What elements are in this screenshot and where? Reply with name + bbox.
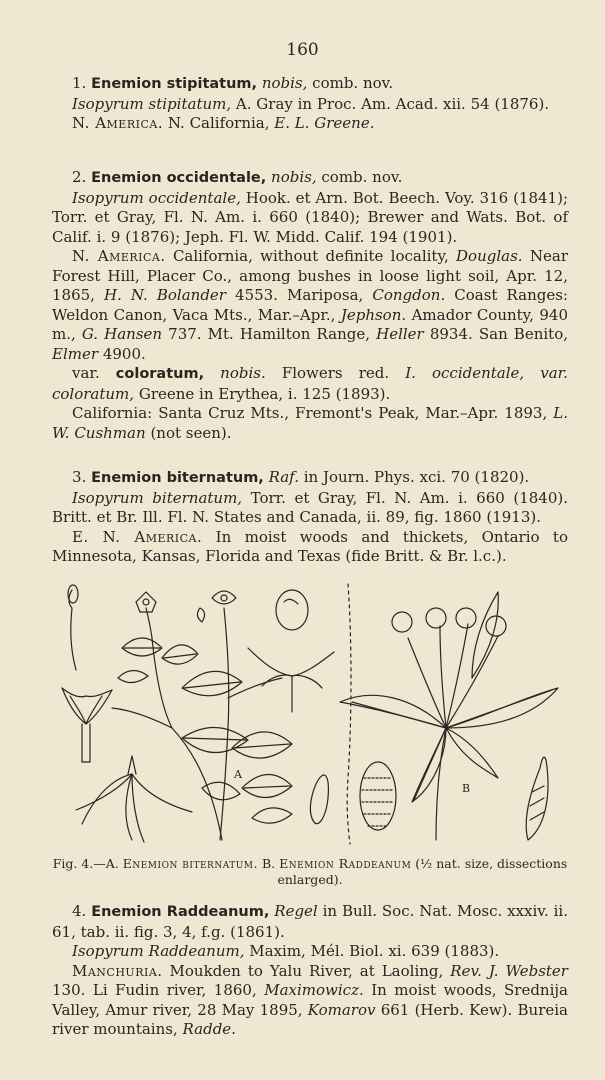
locality: Near Forest Hill, Placer Co., among bushes in loose light soil, Apr. 12, 1865, xyxy=(52,247,568,304)
entry-3-synonym xyxy=(52,489,568,528)
collector: Komarov xyxy=(307,1000,376,1019)
botanical-illustration xyxy=(52,578,568,848)
note: (not seen). xyxy=(150,423,232,442)
label-a: A xyxy=(234,768,242,781)
seed-drawing xyxy=(276,590,308,630)
reference: in Journ. Phys. xci. 70 (1820). xyxy=(303,468,530,486)
synonym-reference: Maxim, Mél. Biol. xi. 639 (1883). xyxy=(249,942,500,960)
synonym-reference: A. Gray in Proc. Am. Acad. xii. 54 (1876). xyxy=(235,94,550,113)
follicle-b-drawing xyxy=(526,757,548,840)
variety-distribution xyxy=(52,404,568,443)
species-name: Enemion occidentale, xyxy=(91,170,267,186)
page-number: 160 xyxy=(286,40,319,60)
synonym-reference: Greene in Erythea, i. 125 (1893). xyxy=(138,384,391,403)
roots-drawing xyxy=(76,756,192,842)
follicle-cluster-drawing xyxy=(248,648,334,712)
variety-description: Flowers red. xyxy=(281,364,390,382)
entry-3 xyxy=(52,468,568,567)
variety-heading xyxy=(52,364,568,404)
entry-number: 2. xyxy=(72,168,87,186)
collector: Heller xyxy=(376,325,424,343)
synonym-reference: Hook. et Arn. Bot. Beech. Voy. 316 (1841); Torr. et Gray, Fl. N. Am. i. 660 (1840); Brewer and Wats. Bot. of Calif. i. 9 (1876); Jeph. Fl. W. Midd. Calif. 194 (1901). xyxy=(52,188,568,246)
locality: 4900. xyxy=(102,344,146,363)
caption-end: (½ nat. size, dissections enlarged). xyxy=(277,856,568,887)
synonym-name: I. occidentale, var. coloratum, xyxy=(52,364,568,403)
region-label: Manchuria. xyxy=(72,961,163,980)
entry-4-synonym xyxy=(52,942,568,962)
entry-4-heading xyxy=(52,902,568,942)
collector: Rev. J. Webster xyxy=(450,961,568,980)
collector: E. L. Greene. xyxy=(274,114,375,132)
achene-drawing xyxy=(360,762,396,830)
locality: 661 (Herb. Kew). Bureia river mountains, xyxy=(52,1000,568,1038)
locality: In moist woods, Srednija Valley, Amur river, 28 May 1895, xyxy=(52,981,568,1019)
species-name: Enemion Raddeanum, xyxy=(91,904,270,920)
status: comb. nov. xyxy=(321,168,403,186)
figure-caption xyxy=(52,856,568,888)
variety-name: coloratum, xyxy=(115,366,205,382)
region-label: N. America. xyxy=(72,114,164,132)
entry-1-distribution xyxy=(52,114,568,134)
author: nobis. xyxy=(220,364,266,382)
collector: L. W. Cushman xyxy=(52,404,568,442)
synonym-name: Isopyrum stipitatum, xyxy=(72,94,232,113)
locality: Coast Ranges: Weldon Canon, Vaca Mts., Mar.–Apr., xyxy=(52,286,568,324)
divider-line xyxy=(347,584,351,844)
entry-2 xyxy=(52,168,568,443)
collector: G. Hansen xyxy=(81,325,163,343)
locality: In moist woods and thickets, Ontario to Minnesota, Kansas, Florida and Texas (fide Britt. & Br. l.c.). xyxy=(52,527,568,565)
synonym-name: Isopyrum Raddeanum, xyxy=(72,942,245,960)
collector: Congdon. xyxy=(372,286,446,304)
collector: Elmer xyxy=(52,344,99,363)
synonym-reference: Torr. et Gray, Fl. N. Am. i. 660 (1840). Britt. et Br. Ill. Fl. N. States and Canada, ii. 89, fig. 1860 (1913). xyxy=(52,488,568,526)
flower-dissection-drawing xyxy=(62,688,112,762)
caption-a: Enemion biternatum. xyxy=(122,856,258,871)
entry-3-heading xyxy=(52,468,568,489)
synonym-name: Isopyrum biternatum, xyxy=(72,488,243,507)
locality: California, without definite locality, xyxy=(172,247,449,265)
author: Raf. xyxy=(268,468,299,486)
entry-4 xyxy=(52,902,568,1040)
collector: Jephson. xyxy=(340,305,407,324)
entry-number: 3. xyxy=(72,468,87,486)
collector: Radde. xyxy=(182,1020,236,1038)
locality: Moukden to Yalu River, at Laoling, xyxy=(169,961,444,980)
species-name: Enemion stipitatum, xyxy=(91,76,258,92)
follicle-drawing xyxy=(310,775,328,824)
plant-b-drawing xyxy=(340,592,558,840)
caption-prefix: Fig. 4.—A. xyxy=(52,856,119,871)
author: nobis, xyxy=(261,74,308,92)
entry-number: 1. xyxy=(72,74,87,92)
label-b: B xyxy=(462,782,471,795)
entry-2-heading xyxy=(52,168,568,189)
caption-mid: B. xyxy=(261,856,276,871)
entry-1 xyxy=(52,74,568,134)
entry-3-distribution xyxy=(52,528,568,567)
entry-2-synonym xyxy=(52,189,568,248)
entry-2-distribution xyxy=(52,247,568,364)
reference: in Bull. Soc. Nat. Mosc. xxxiv. ii. 61, tab. ii. fig. 3, 4, f.g. (1861). xyxy=(52,902,568,941)
collector: Maximowicz. xyxy=(264,981,364,999)
locality: 4553. Mariposa, xyxy=(235,286,364,304)
species-name: Enemion biternatum, xyxy=(91,470,264,486)
locality: 8934. San Benito, xyxy=(429,325,568,343)
author: nobis, xyxy=(271,168,317,186)
region-label: N. America. xyxy=(72,247,166,265)
entry-1-synonym xyxy=(52,95,568,115)
entry-number: 4. xyxy=(72,902,87,920)
var-label: var. xyxy=(72,364,100,382)
locality: California: Santa Cruz Mts., Fremont's Peak, Mar.–Apr. 1893, xyxy=(72,404,548,422)
caption-b: Enemion Raddeanum xyxy=(279,856,412,871)
author: Regel xyxy=(274,902,318,920)
synonym-name: Isopyrum occidentale, xyxy=(72,188,241,207)
entry-1-heading xyxy=(52,74,568,95)
locality: Amador County, 940 m., xyxy=(52,305,568,343)
entry-4-distribution xyxy=(52,962,568,1040)
collector: Douglas. xyxy=(456,247,523,265)
locality: 130. Li Fudin river, 1860, xyxy=(52,981,257,999)
status: comb. nov. xyxy=(312,74,394,92)
plant-a-drawing xyxy=(112,591,292,840)
collector: H. N. Bolander xyxy=(104,286,226,304)
locality: 737. Mt. Hamilton Range, xyxy=(168,325,371,343)
region-label: E. N. America. xyxy=(72,527,203,546)
locality: N. California, xyxy=(167,114,270,132)
